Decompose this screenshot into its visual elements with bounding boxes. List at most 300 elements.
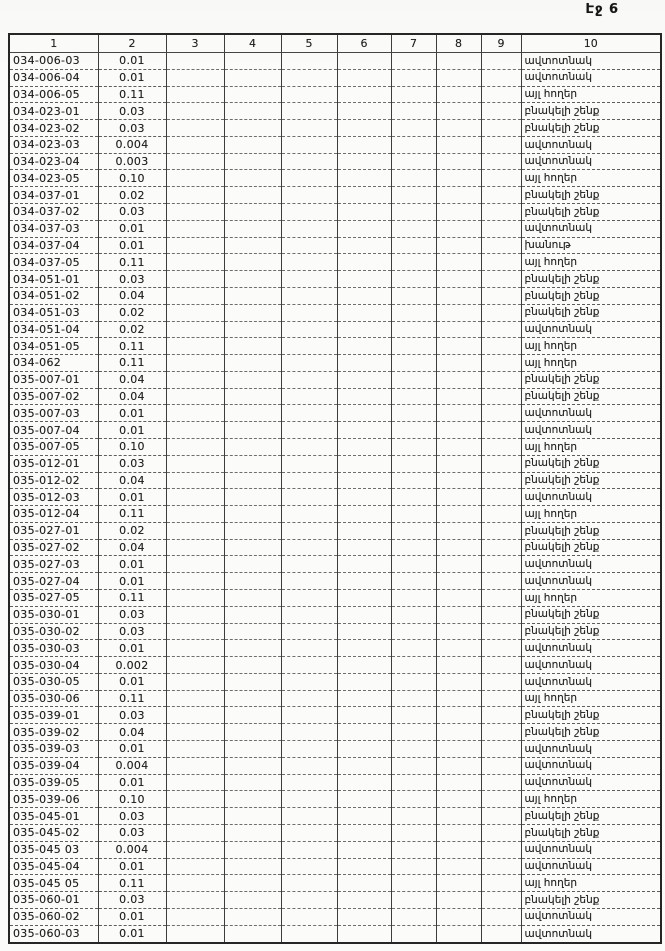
table-row xyxy=(9,338,661,355)
empty-cell xyxy=(224,321,281,338)
empty-cell xyxy=(166,841,224,858)
empty-cell xyxy=(337,707,391,724)
empty-cell xyxy=(337,103,391,120)
table-row xyxy=(9,573,661,590)
empty-cell xyxy=(224,556,281,573)
area-value-cell: 0.03 xyxy=(98,623,166,640)
property-type-cell: այլ հողեր xyxy=(521,338,661,355)
empty-cell xyxy=(281,606,337,623)
property-type-cell: ավտոտնակ xyxy=(521,757,661,774)
empty-cell xyxy=(391,573,436,590)
property-type-cell: ավտոտնակ xyxy=(521,69,661,86)
property-type-cell: բնակելի շենք xyxy=(521,304,661,321)
property-type-cell: բնակելի շենք xyxy=(521,455,661,472)
empty-cell xyxy=(436,489,481,506)
empty-cell xyxy=(224,808,281,825)
property-type-cell: բնակելի շենք xyxy=(521,371,661,388)
parcel-code-cell: 035-030-02 xyxy=(9,623,98,640)
table-row xyxy=(9,388,661,405)
empty-cell xyxy=(337,573,391,590)
table-row xyxy=(9,741,661,758)
parcel-code-cell: 034-037-02 xyxy=(9,204,98,221)
property-type-cell: բնակելի շենք xyxy=(521,824,661,841)
empty-cell xyxy=(481,573,521,590)
parcel-code-cell: 034-023-01 xyxy=(9,103,98,120)
empty-cell xyxy=(281,724,337,741)
parcel-code-cell: 035-039-03 xyxy=(9,741,98,758)
empty-cell xyxy=(166,858,224,875)
area-value-cell: 0.04 xyxy=(98,371,166,388)
empty-cell xyxy=(436,103,481,120)
empty-cell xyxy=(436,53,481,70)
area-value-cell: 0.02 xyxy=(98,304,166,321)
area-value-cell: 0.10 xyxy=(98,791,166,808)
empty-cell xyxy=(391,606,436,623)
area-value-cell: 0.01 xyxy=(98,673,166,690)
empty-cell xyxy=(166,287,224,304)
empty-cell xyxy=(224,271,281,288)
empty-cell xyxy=(224,187,281,204)
empty-cell xyxy=(391,657,436,674)
parcel-code-cell: 035-007-04 xyxy=(9,422,98,439)
empty-cell xyxy=(281,573,337,590)
empty-cell xyxy=(436,304,481,321)
table-row xyxy=(9,287,661,304)
column-header-3: 3 xyxy=(166,34,224,53)
empty-cell xyxy=(166,808,224,825)
empty-cell xyxy=(481,287,521,304)
parcel-code-cell: 034-037-01 xyxy=(9,187,98,204)
table-row xyxy=(9,355,661,372)
empty-cell xyxy=(481,405,521,422)
empty-cell xyxy=(166,220,224,237)
property-type-cell: բնակելի շենք xyxy=(521,204,661,221)
parcel-code-cell: 035-007-03 xyxy=(9,405,98,422)
empty-cell xyxy=(481,153,521,170)
empty-cell xyxy=(281,774,337,791)
property-type-cell: ավտոտնակ xyxy=(521,908,661,925)
empty-cell xyxy=(166,606,224,623)
empty-cell xyxy=(281,590,337,607)
empty-cell xyxy=(224,69,281,86)
empty-cell xyxy=(481,590,521,607)
area-value-cell: 0.11 xyxy=(98,875,166,892)
empty-cell xyxy=(337,640,391,657)
empty-cell xyxy=(337,892,391,909)
table-row xyxy=(9,53,661,70)
empty-cell xyxy=(436,438,481,455)
property-type-cell: ավտոտնակ xyxy=(521,489,661,506)
empty-cell xyxy=(281,489,337,506)
table-row xyxy=(9,623,661,640)
empty-cell xyxy=(337,556,391,573)
property-type-cell: ավտոտնակ xyxy=(521,741,661,758)
table-row xyxy=(9,86,661,103)
empty-cell xyxy=(436,388,481,405)
empty-cell xyxy=(281,640,337,657)
empty-cell xyxy=(436,724,481,741)
parcel-code-cell: 035-027-01 xyxy=(9,522,98,539)
area-value-cell: 0.002 xyxy=(98,657,166,674)
empty-cell xyxy=(436,371,481,388)
table-row xyxy=(9,606,661,623)
empty-cell xyxy=(281,875,337,892)
parcel-code-cell: 034-051-02 xyxy=(9,287,98,304)
empty-cell xyxy=(337,170,391,187)
property-type-cell: բնակելի շենք xyxy=(521,892,661,909)
empty-cell xyxy=(224,120,281,137)
property-type-cell: բնակելի շենք xyxy=(521,539,661,556)
empty-cell xyxy=(224,539,281,556)
empty-cell xyxy=(166,371,224,388)
area-value-cell: 0.03 xyxy=(98,824,166,841)
table-row xyxy=(9,875,661,892)
empty-cell xyxy=(166,136,224,153)
property-type-cell: այլ հողեր xyxy=(521,506,661,523)
empty-cell xyxy=(337,472,391,489)
empty-cell xyxy=(224,892,281,909)
empty-cell xyxy=(337,254,391,271)
property-type-cell: այլ հողեր xyxy=(521,791,661,808)
area-value-cell: 0.03 xyxy=(98,606,166,623)
empty-cell xyxy=(224,405,281,422)
empty-cell xyxy=(436,136,481,153)
table-row xyxy=(9,690,661,707)
empty-cell xyxy=(281,237,337,254)
empty-cell xyxy=(436,86,481,103)
table-row xyxy=(9,707,661,724)
empty-cell xyxy=(281,522,337,539)
parcel-code-cell: 035-030-06 xyxy=(9,690,98,707)
property-type-cell: ավտոտնակ xyxy=(521,53,661,70)
empty-cell xyxy=(166,908,224,925)
empty-cell xyxy=(481,791,521,808)
table-row xyxy=(9,120,661,137)
empty-cell xyxy=(481,640,521,657)
property-type-cell: բնակելի շենք xyxy=(521,103,661,120)
table-row xyxy=(9,136,661,153)
empty-cell xyxy=(281,455,337,472)
empty-cell xyxy=(391,254,436,271)
empty-cell xyxy=(337,120,391,137)
empty-cell xyxy=(166,103,224,120)
empty-cell xyxy=(337,287,391,304)
table-row xyxy=(9,506,661,523)
parcel-code-cell: 035-030-04 xyxy=(9,657,98,674)
empty-cell xyxy=(224,908,281,925)
empty-cell xyxy=(281,53,337,70)
empty-cell xyxy=(281,220,337,237)
empty-cell xyxy=(166,590,224,607)
area-value-cell: 0.11 xyxy=(98,86,166,103)
empty-cell xyxy=(391,757,436,774)
empty-cell xyxy=(436,455,481,472)
area-value-cell: 0.03 xyxy=(98,892,166,909)
empty-cell xyxy=(224,136,281,153)
area-value-cell: 0.03 xyxy=(98,707,166,724)
empty-cell xyxy=(337,908,391,925)
parcel-code-cell: 035-060-01 xyxy=(9,892,98,909)
parcel-code-cell: 035-007-02 xyxy=(9,388,98,405)
empty-cell xyxy=(281,338,337,355)
empty-cell xyxy=(436,824,481,841)
empty-cell xyxy=(281,808,337,825)
property-type-cell: ավտոտնակ xyxy=(521,220,661,237)
property-type-cell: այլ հողեր xyxy=(521,355,661,372)
empty-cell xyxy=(224,690,281,707)
empty-cell xyxy=(436,623,481,640)
empty-cell xyxy=(166,472,224,489)
table-row xyxy=(9,187,661,204)
area-value-cell: 0.11 xyxy=(98,690,166,707)
empty-cell xyxy=(224,590,281,607)
property-type-cell: այլ հողեր xyxy=(521,86,661,103)
empty-cell xyxy=(481,136,521,153)
empty-cell xyxy=(224,204,281,221)
empty-cell xyxy=(224,573,281,590)
empty-cell xyxy=(166,774,224,791)
empty-cell xyxy=(481,86,521,103)
table-row xyxy=(9,657,661,674)
empty-cell xyxy=(337,69,391,86)
empty-cell xyxy=(436,757,481,774)
area-value-cell: 0.003 xyxy=(98,153,166,170)
property-type-cell: բնակելի շենք xyxy=(521,724,661,741)
empty-cell xyxy=(166,539,224,556)
empty-cell xyxy=(224,422,281,439)
empty-cell xyxy=(224,673,281,690)
property-type-cell: բնակելի շենք xyxy=(521,271,661,288)
empty-cell xyxy=(391,623,436,640)
parcel-code-cell: 034-006-03 xyxy=(9,53,98,70)
empty-cell xyxy=(436,422,481,439)
empty-cell xyxy=(281,841,337,858)
empty-cell xyxy=(436,271,481,288)
empty-cell xyxy=(481,455,521,472)
empty-cell xyxy=(166,522,224,539)
empty-cell xyxy=(391,506,436,523)
parcel-code-cell: 035-030-05 xyxy=(9,673,98,690)
empty-cell xyxy=(436,254,481,271)
empty-cell xyxy=(481,388,521,405)
property-type-cell: ավտոտնակ xyxy=(521,405,661,422)
empty-cell xyxy=(391,808,436,825)
empty-cell xyxy=(481,757,521,774)
empty-cell xyxy=(337,304,391,321)
property-type-cell: բնակելի շենք xyxy=(521,120,661,137)
property-type-cell: խանութ xyxy=(521,237,661,254)
empty-cell xyxy=(481,908,521,925)
empty-cell xyxy=(436,590,481,607)
empty-cell xyxy=(281,908,337,925)
table-row xyxy=(9,405,661,422)
empty-cell xyxy=(436,875,481,892)
table-row xyxy=(9,220,661,237)
property-type-cell: այլ հողեր xyxy=(521,590,661,607)
empty-cell xyxy=(281,405,337,422)
empty-cell xyxy=(391,86,436,103)
empty-cell xyxy=(224,606,281,623)
empty-cell xyxy=(166,489,224,506)
empty-cell xyxy=(281,892,337,909)
empty-cell xyxy=(391,455,436,472)
table-row xyxy=(9,791,661,808)
area-value-cell: 0.02 xyxy=(98,187,166,204)
empty-cell xyxy=(166,623,224,640)
empty-cell xyxy=(281,623,337,640)
empty-cell xyxy=(337,388,391,405)
area-value-cell: 0.01 xyxy=(98,237,166,254)
empty-cell xyxy=(391,53,436,70)
empty-cell xyxy=(391,422,436,439)
area-value-cell: 0.02 xyxy=(98,321,166,338)
parcel-code-cell: 035-045-02 xyxy=(9,824,98,841)
page-number-label: Էջ 6 xyxy=(585,2,619,17)
empty-cell xyxy=(481,606,521,623)
area-value-cell: 0.04 xyxy=(98,287,166,304)
area-value-cell: 0.004 xyxy=(98,136,166,153)
empty-cell xyxy=(166,556,224,573)
empty-cell xyxy=(436,690,481,707)
property-type-cell: բնակելի շենք xyxy=(521,388,661,405)
empty-cell xyxy=(391,170,436,187)
empty-cell xyxy=(337,522,391,539)
empty-cell xyxy=(337,455,391,472)
parcel-code-cell: 035-039-01 xyxy=(9,707,98,724)
empty-cell xyxy=(224,287,281,304)
empty-cell xyxy=(481,724,521,741)
column-header-4: 4 xyxy=(224,34,281,53)
empty-cell xyxy=(337,724,391,741)
area-value-cell: 0.01 xyxy=(98,858,166,875)
empty-cell xyxy=(337,673,391,690)
table-row xyxy=(9,321,661,338)
empty-cell xyxy=(391,304,436,321)
empty-cell xyxy=(391,371,436,388)
empty-cell xyxy=(166,573,224,590)
parcel-code-cell: 035-039-04 xyxy=(9,757,98,774)
column-header-6: 6 xyxy=(337,34,391,53)
empty-cell xyxy=(224,86,281,103)
area-value-cell: 0.11 xyxy=(98,254,166,271)
empty-cell xyxy=(166,422,224,439)
area-value-cell: 0.01 xyxy=(98,556,166,573)
table-row xyxy=(9,858,661,875)
empty-cell xyxy=(281,741,337,758)
parcel-code-cell: 034-051-05 xyxy=(9,338,98,355)
table-row xyxy=(9,254,661,271)
empty-cell xyxy=(481,422,521,439)
empty-cell xyxy=(166,824,224,841)
table-row xyxy=(9,673,661,690)
empty-cell xyxy=(337,539,391,556)
empty-cell xyxy=(166,438,224,455)
parcel-code-cell: 035-027-02 xyxy=(9,539,98,556)
empty-cell xyxy=(166,673,224,690)
property-type-cell: այլ հողեր xyxy=(521,875,661,892)
empty-cell xyxy=(281,86,337,103)
table-row xyxy=(9,170,661,187)
parcel-code-cell: 035-060-02 xyxy=(9,908,98,925)
empty-cell xyxy=(436,741,481,758)
empty-cell xyxy=(337,438,391,455)
area-value-cell: 0.02 xyxy=(98,522,166,539)
empty-cell xyxy=(166,388,224,405)
empty-cell xyxy=(481,925,521,943)
empty-cell xyxy=(281,506,337,523)
area-value-cell: 0.04 xyxy=(98,388,166,405)
empty-cell xyxy=(391,556,436,573)
empty-cell xyxy=(481,858,521,875)
empty-cell xyxy=(224,925,281,943)
empty-cell xyxy=(436,170,481,187)
area-value-cell: 0.01 xyxy=(98,422,166,439)
empty-cell xyxy=(436,472,481,489)
empty-cell xyxy=(337,187,391,204)
empty-cell xyxy=(436,506,481,523)
empty-cell xyxy=(391,892,436,909)
empty-cell xyxy=(337,841,391,858)
empty-cell xyxy=(224,338,281,355)
empty-cell xyxy=(481,522,521,539)
empty-cell xyxy=(436,673,481,690)
empty-cell xyxy=(166,304,224,321)
empty-cell xyxy=(166,791,224,808)
empty-cell xyxy=(391,338,436,355)
empty-cell xyxy=(166,69,224,86)
empty-cell xyxy=(391,539,436,556)
empty-cell xyxy=(166,724,224,741)
property-type-cell: ավտոտնակ xyxy=(521,422,661,439)
empty-cell xyxy=(281,153,337,170)
empty-cell xyxy=(281,657,337,674)
empty-cell xyxy=(436,153,481,170)
empty-cell xyxy=(481,556,521,573)
empty-cell xyxy=(481,808,521,825)
empty-cell xyxy=(224,220,281,237)
area-value-cell: 0.01 xyxy=(98,925,166,943)
empty-cell xyxy=(391,724,436,741)
empty-cell xyxy=(481,338,521,355)
empty-cell xyxy=(436,791,481,808)
cadastre-table xyxy=(8,33,662,944)
table-row xyxy=(9,237,661,254)
table-row xyxy=(9,271,661,288)
empty-cell xyxy=(166,187,224,204)
empty-cell xyxy=(224,472,281,489)
empty-cell xyxy=(481,707,521,724)
empty-cell xyxy=(337,590,391,607)
table-body xyxy=(9,53,661,944)
empty-cell xyxy=(391,271,436,288)
property-type-cell: ավտոտնակ xyxy=(521,321,661,338)
table-row xyxy=(9,925,661,943)
empty-cell xyxy=(281,673,337,690)
empty-cell xyxy=(281,858,337,875)
empty-cell xyxy=(436,69,481,86)
property-type-cell: բնակելի շենք xyxy=(521,187,661,204)
property-type-cell: այլ հողեր xyxy=(521,438,661,455)
empty-cell xyxy=(391,136,436,153)
column-header-5: 5 xyxy=(281,34,337,53)
empty-cell xyxy=(281,304,337,321)
empty-cell xyxy=(281,271,337,288)
property-type-cell: ավտոտնակ xyxy=(521,774,661,791)
parcel-code-cell: 034-037-03 xyxy=(9,220,98,237)
empty-cell xyxy=(436,573,481,590)
parcel-code-cell: 035-045 05 xyxy=(9,875,98,892)
empty-cell xyxy=(224,304,281,321)
